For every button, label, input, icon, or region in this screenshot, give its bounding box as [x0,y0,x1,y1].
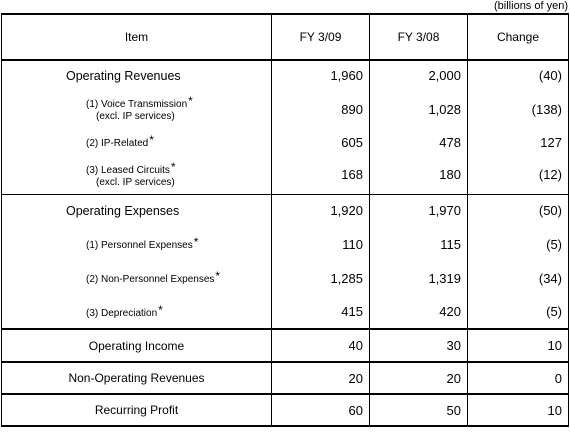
cell-value: 1,960 [272,60,370,90]
unit-note: (billions of yen) [494,0,568,12]
label-line: (2) Non-Personnel Expenses [86,274,215,285]
row-depreciation [2,295,569,329]
row-ip-related [2,128,569,156]
cell-value: 478 [370,128,468,156]
cell-value: 890 [272,90,370,128]
cell-value: 1,920 [272,194,370,227]
cell-value: 60 [272,394,370,426]
label-leased-circuits [2,156,272,194]
row-leased-circuits [2,156,569,194]
label-non-personnel-expenses [2,261,272,295]
label-line: (3) Leased Circuits [86,164,170,176]
header-change: Change [468,14,569,60]
footnote-star: * [188,94,193,108]
cell-value: 180 [370,156,468,194]
cell-value: 10 [468,329,569,362]
header-fy0309: FY 3/09 [272,14,370,60]
label-voice-transmission [2,90,272,128]
cell-value: (12) [468,156,569,194]
label-line: (2) IP-Related [86,138,149,149]
cell-value: 110 [272,227,370,261]
cell-value: 605 [272,128,370,156]
cell-value: 415 [272,295,370,329]
cell-value: 20 [370,362,468,394]
label-non-operating-revenues: Non-Operating Revenues [2,362,272,394]
cell-value: (138) [468,90,569,128]
label-line2: (excl. IP services) [96,176,175,188]
label-ip-related [2,128,272,156]
row-operating-expenses [2,194,569,227]
cell-value: 20 [272,362,370,394]
cell-value: (34) [468,261,569,295]
footnote-star: * [149,133,154,147]
cell-value: 0 [468,362,569,394]
cell-value: 30 [370,329,468,362]
cell-value: 1,028 [370,90,468,128]
row-non-personnel-expenses [2,261,569,295]
row-personnel-expenses [2,227,569,261]
label-operating-revenues: Operating Revenues [2,60,272,90]
footnote-star: * [170,159,176,174]
cell-value: 115 [370,227,468,261]
cell-value: (40) [468,60,569,90]
label-line2: (excl. IP services) [96,111,175,122]
cell-value: (50) [468,194,569,227]
row-recurring-profit [2,394,569,426]
cell-value: 2,000 [370,60,468,90]
label-operating-income: Operating Income [2,329,272,362]
cell-value: 50 [370,394,468,426]
label-operating-expenses: Operating Expenses [2,194,272,227]
cell-value: (5) [468,295,569,329]
cell-value: 40 [272,329,370,362]
label-depreciation [2,295,272,329]
row-operating-income [2,329,569,362]
label-personnel-expenses [2,227,272,261]
footnote-star: * [215,269,221,283]
cell-value: 1,970 [370,194,468,227]
row-operating-revenues [2,60,569,90]
label-line: (1) Voice Transmission [86,99,188,110]
label-recurring-profit: Recurring Profit [2,394,272,426]
footnote-star: * [193,235,199,249]
label-line: (1) Personnel Expenses [86,240,193,251]
header-row [2,14,569,60]
cell-value: 1,285 [272,261,370,295]
header-item: Item [2,14,272,60]
cell-value: 420 [370,295,468,329]
footnote-star: * [158,302,163,317]
row-voice-transmission [2,90,569,128]
cell-value: 168 [272,156,370,194]
cell-value: 127 [468,128,569,156]
financial-table [1,13,569,427]
row-non-operating-revenues [2,362,569,394]
cell-value: (5) [468,227,569,261]
label-line: (3) Depreciation [86,307,158,319]
cell-value: 10 [468,394,569,426]
cell-value: 1,319 [370,261,468,295]
header-fy0308: FY 3/08 [370,14,468,60]
